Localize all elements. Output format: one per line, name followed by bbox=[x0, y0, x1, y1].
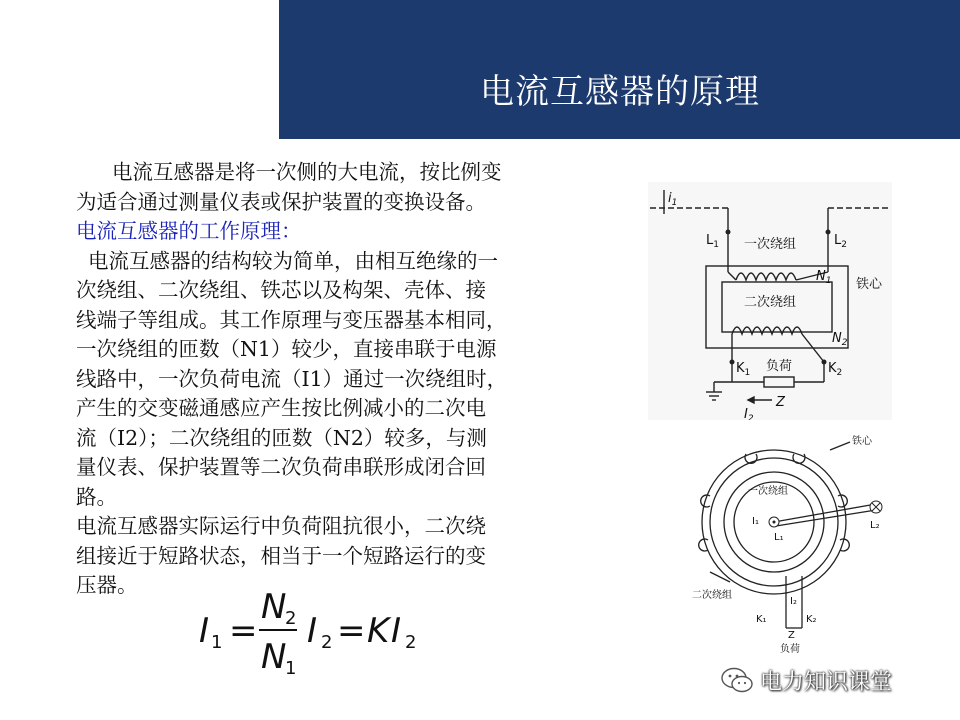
svg-text:K2: $K_2$ bbox=[828, 361, 843, 378]
svg-text:Z: Z bbox=[788, 630, 795, 641]
paragraph-line: 线端子等组成。其工作原理与变压器基本相同， bbox=[76, 308, 507, 332]
intro-line: 为适合通过测量仪表或保护装置的变换设备。 bbox=[76, 190, 486, 214]
ratio-formula bbox=[195, 588, 435, 680]
svg-text:二次绕组: 二次绕组 bbox=[744, 295, 797, 310]
svg-text:K₁: K₁ bbox=[756, 614, 767, 625]
ct-schematic-diagram bbox=[648, 182, 892, 420]
svg-text:I2: $I_2$ bbox=[744, 407, 754, 420]
svg-text:铁心: 铁心 bbox=[852, 436, 872, 447]
svg-text:一次绕组: 一次绕组 bbox=[744, 237, 797, 252]
paragraph-line: 电流互感器实际运行中负荷阻抗很小，二次绕 bbox=[76, 514, 486, 538]
svg-text:N: N bbox=[261, 588, 287, 627]
svg-text:N2: $N_2$ bbox=[832, 331, 848, 348]
paragraph-line: 次绕组、二次绕组、铁芯以及构架、壳体、接 bbox=[76, 278, 486, 302]
svg-text:L₁: L₁ bbox=[774, 532, 784, 543]
svg-text:一次绕组: 一次绕组 bbox=[748, 486, 788, 497]
svg-text:L₂: L₂ bbox=[870, 520, 880, 531]
svg-text:L2: $L_2$ bbox=[834, 233, 847, 250]
svg-text:L1: $L_1$ bbox=[706, 233, 719, 250]
svg-text:N: N bbox=[261, 637, 287, 677]
svg-text:K₂: K₂ bbox=[806, 614, 817, 625]
svg-text:铁心: 铁心 bbox=[856, 277, 883, 292]
paragraph-line: 线路中，一次负荷电流（I1）通过一次绕组时， bbox=[76, 367, 508, 391]
paragraph-line: 组接近于短路状态，相当于一个短路运行的变 bbox=[76, 544, 486, 568]
svg-text:1: 1 bbox=[211, 632, 223, 653]
svg-text:K: K bbox=[367, 611, 390, 651]
paragraph-line: 产生的交变磁通感应产生按比例减小的二次电 bbox=[76, 396, 486, 420]
paragraph-line: 路。 bbox=[76, 485, 117, 509]
svg-text:I₂: I₂ bbox=[790, 596, 797, 607]
paragraph-line: 流（I2）；二次绕组的匝数（N2）较多，与测 bbox=[76, 426, 487, 450]
svg-text:=: = bbox=[337, 611, 366, 651]
svg-text:2: 2 bbox=[321, 632, 333, 653]
svg-text:=: = bbox=[229, 611, 258, 651]
paragraph-line: 量仪表、保护装置等二次负荷串联形成闭合回 bbox=[76, 455, 486, 479]
svg-text:i1: $i_1$ bbox=[668, 191, 678, 208]
slide-title: 电流互感器的原理 bbox=[480, 72, 760, 112]
intro-line: 电流互感器是将一次侧的大电流，按比例变 bbox=[112, 160, 502, 184]
svg-text:1: 1 bbox=[285, 658, 297, 679]
svg-text:负荷: 负荷 bbox=[780, 644, 800, 655]
paragraph-line: 电流互感器的结构较为简单，由相互绝缘的一 bbox=[88, 249, 498, 273]
svg-text:I₁: I₁ bbox=[752, 516, 759, 527]
svg-text:负荷: 负荷 bbox=[766, 359, 793, 374]
svg-text:2: 2 bbox=[405, 632, 417, 653]
svg-text:Z: Z bbox=[776, 395, 785, 410]
svg-text:I: I bbox=[199, 611, 210, 651]
svg-text:I: I bbox=[307, 611, 318, 651]
svg-text:K1: $K_1$ bbox=[736, 361, 751, 378]
svg-text:N1: $N_1$ bbox=[816, 269, 832, 286]
toroidal-ct-diagram bbox=[690, 432, 900, 662]
paragraph-line: 压器。 bbox=[76, 573, 138, 597]
svg-text:二次绕组: 二次绕组 bbox=[692, 590, 732, 601]
svg-text:I: I bbox=[391, 611, 402, 651]
svg-text:2: 2 bbox=[285, 608, 297, 629]
paragraph-line: 一次绕组的匝数（N1）较少，直接串联于电源 bbox=[76, 337, 497, 361]
watermark bbox=[720, 660, 892, 700]
watermark-text: 电力知识课堂 bbox=[760, 669, 893, 695]
section-heading: 电流互感器的工作原理： bbox=[76, 219, 302, 243]
wechat-icon bbox=[720, 665, 754, 695]
